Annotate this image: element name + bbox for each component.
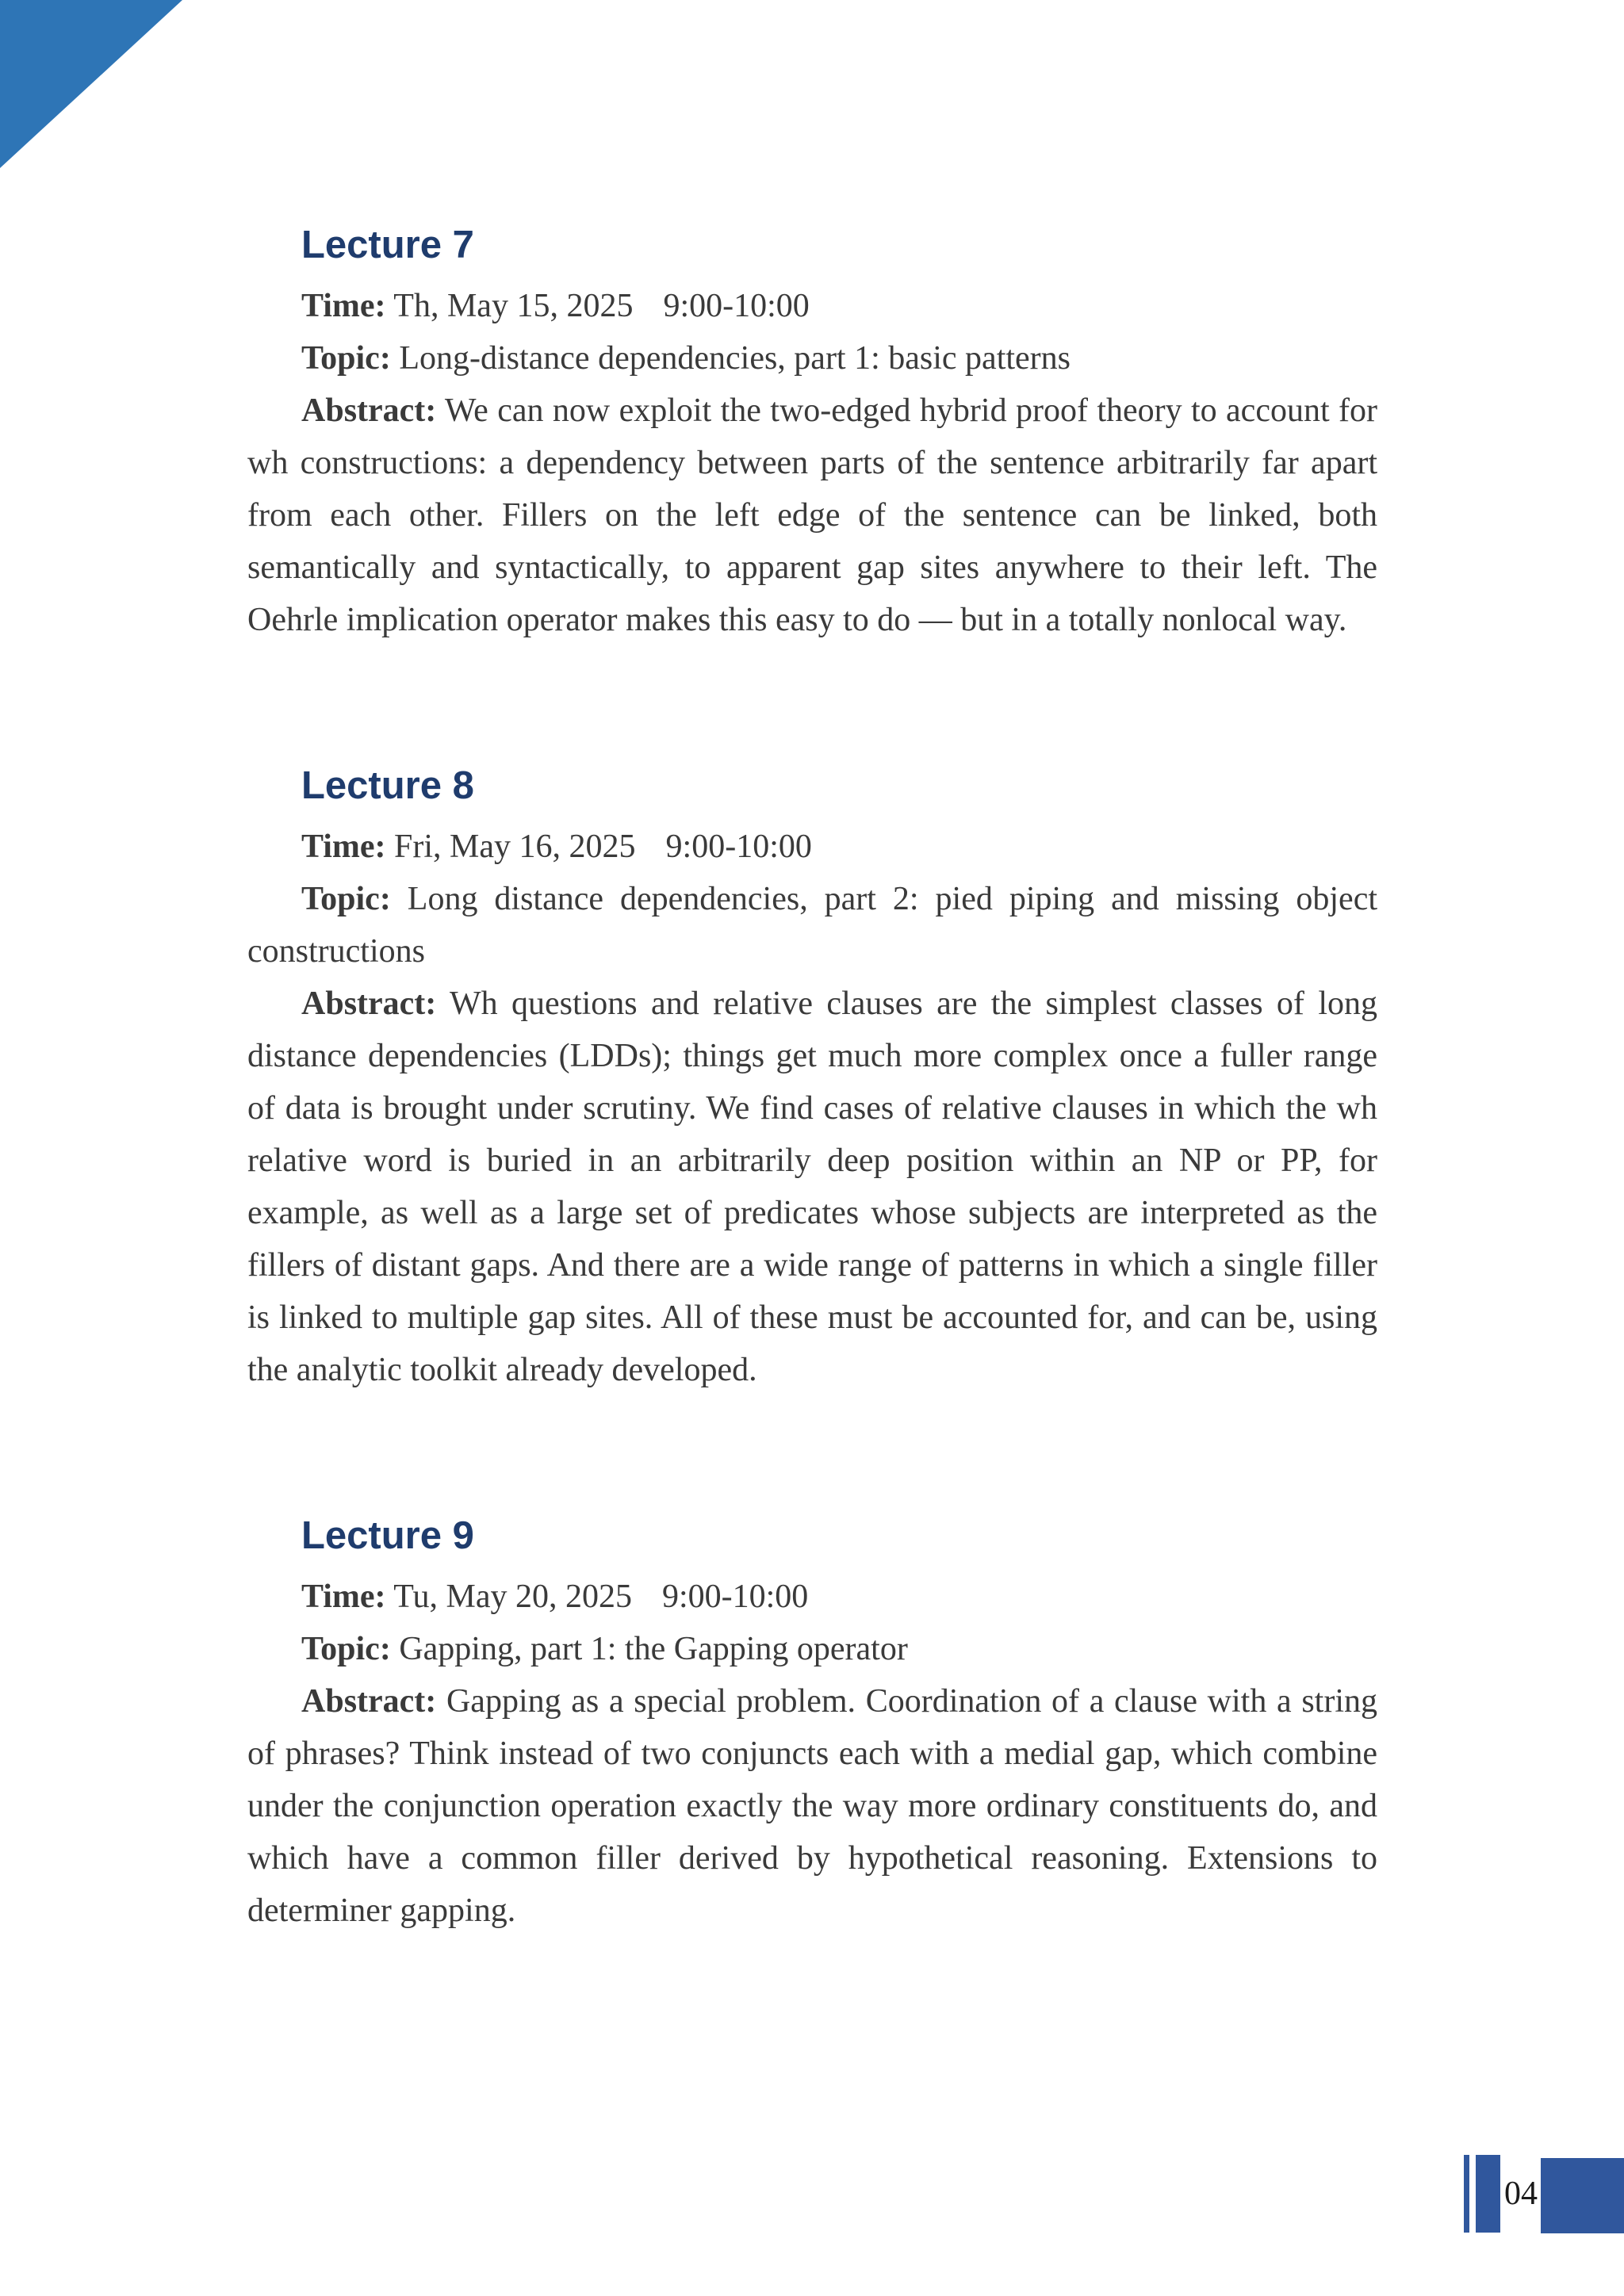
- lecture-8-title: Lecture 8: [301, 764, 474, 807]
- time-label: Time:: [301, 828, 386, 865]
- time-label: Time:: [301, 288, 386, 324]
- abstract-text: Wh questions and relative clauses are the simplest classes of long distance dependencies (LDDs); things get much more complex once a fuller range of data is brought under scrutiny. We find cases of relative clauses in which the wh relative word is buried in an arbitrarily deep position within an NP or PP, for example, as well as a large set of predicates whose subjects are interpreted as the fillers of distant gaps. And there are a wide range of patterns in which a single filler is linked to multiple gap sites. All of these must be accounted for, and can be, using the analytic toolkit already developed.: [247, 985, 1377, 1388]
- abstract-text: We can now exploit the two-edged hybrid proof theory to account for wh constructions: a dependency between parts of the sentence arbitrarily far apart from each other. Fillers on the left edge of the sentence can be linked, both semantically and syntactically, to apparent gap sites anywhere to their left. The Oehrle implication operator makes this easy to do — but in a totally nonlocal way.: [247, 392, 1377, 638]
- time-value: Th, May 15, 2025: [393, 288, 634, 324]
- time-value: Tu, May 20, 2025: [393, 1578, 632, 1615]
- topic-value: Long distance dependencies, part 2: pied piping and missing object constructions: [247, 881, 1378, 970]
- page-number: 04: [1504, 2175, 1538, 2212]
- topic-label: Topic:: [301, 340, 391, 377]
- footer-accent-block: [1541, 2158, 1624, 2233]
- corner-triangle-decoration: [0, 0, 182, 168]
- lecture-8-abstract: [247, 978, 1377, 1396]
- lecture-9-title: Lecture 9: [301, 1514, 474, 1557]
- time-hours: 9:00-10:00: [665, 828, 812, 865]
- abstract-label: Abstract:: [301, 1683, 437, 1720]
- lecture-8-section: [247, 765, 1377, 1396]
- footer-accent-bar-wide: [1476, 2155, 1500, 2233]
- lecture-9-section: [247, 1515, 1377, 1937]
- abstract-label: Abstract:: [301, 985, 437, 1022]
- lecture-7-abstract: [247, 385, 1377, 646]
- lecture-schedule-content: [247, 224, 1377, 1937]
- footer-accent-bar-thin: [1464, 2155, 1469, 2233]
- abstract-text: Gapping as a special problem. Coordination of a clause with a string of phrases? Think instead of two conjuncts each with a medial gap, which combine under the conjunction operation exactly the way more ordinary constituents do, and which have a common filler derived by hypothetical reasoning. Extensions to determiner gapping.: [247, 1683, 1377, 1929]
- lecture-9-abstract: [247, 1675, 1377, 1937]
- topic-value: Long-distance dependencies, part 1: basic patterns: [399, 340, 1071, 377]
- topic-label: Topic:: [301, 881, 391, 917]
- lecture-7-time-line: [247, 280, 1377, 332]
- abstract-label: Abstract:: [301, 392, 437, 429]
- time-hours: 9:00-10:00: [661, 1578, 809, 1615]
- lecture-9-time-line: [247, 1571, 1377, 1623]
- time-value: Fri, May 16, 2025: [394, 828, 636, 865]
- topic-label: Topic:: [301, 1631, 391, 1667]
- time-hours: 9:00-10:00: [663, 288, 810, 324]
- lecture-8-time-line: [247, 821, 1377, 873]
- lecture-7-section: [247, 224, 1377, 646]
- lecture-9-topic-line: [247, 1623, 1377, 1675]
- lecture-7-title: Lecture 7: [301, 224, 474, 266]
- topic-value: Gapping, part 1: the Gapping operator: [399, 1631, 908, 1667]
- lecture-7-topic-line: [247, 332, 1377, 385]
- lecture-8-topic-line: [247, 873, 1377, 978]
- time-label: Time:: [301, 1578, 386, 1615]
